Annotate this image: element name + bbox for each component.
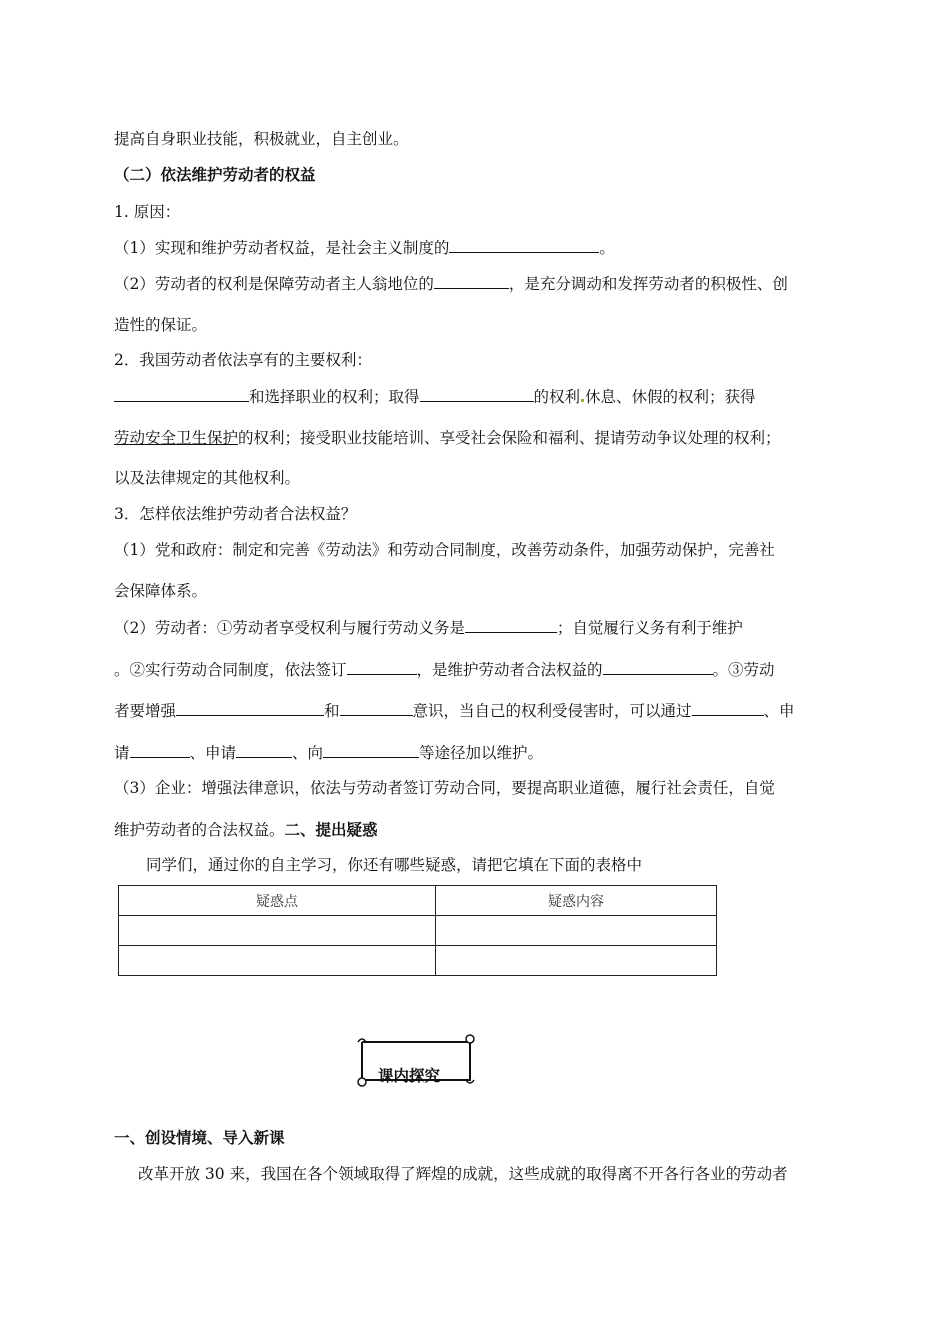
fill-blank[interactable] [449, 236, 599, 253]
reason-2 [114, 272, 788, 294]
rights-line [114, 385, 756, 407]
underlined-term: 劳动安全卫生保护 [114, 429, 239, 447]
text: 。②实行劳动合同制度，依法签订 [114, 661, 347, 679]
text-line: 会保障体系。 [114, 582, 208, 600]
scroll-banner [354, 1032, 480, 1088]
text: 的权利；接受职业技能培训、享受社会保险和福利、提请劳动争议处理的权利； [238, 429, 781, 447]
text-line: 改革开放 30 来，我国在各个领域取得了辉煌的成就，这些成就的取得离不开各行各业的劳动者 [138, 1165, 788, 1183]
subheading: 3．怎样依法维护劳动者合法权益？ [114, 505, 357, 523]
column-header: 疑惑点 [119, 886, 436, 916]
text: 、申 [763, 702, 795, 720]
text: 、向 [292, 744, 324, 762]
text: 等途径加以维护。 [419, 744, 544, 762]
text: 和 [324, 702, 340, 720]
text: ，是充分调动和发挥劳动者的积极性、创 [508, 275, 788, 293]
text-line: 同学们，通过你的自主学习，你还有哪些疑惑，请把它填在下面的表格中 [146, 856, 643, 874]
text: （1）党 [114, 541, 171, 559]
point-2-line-4 [114, 741, 543, 763]
point-2-line-3 [114, 699, 795, 721]
text: 翁地位的 [371, 275, 434, 293]
fill-blank[interactable] [603, 658, 713, 675]
stray-mark-icon [581, 399, 584, 402]
text-line: （3）企业：增强法律意识，依法与劳动者签订劳动合同，要提高职业道德，履行社会责任，自觉 [114, 779, 775, 797]
fill-blank[interactable] [420, 385, 534, 402]
text: （2）劳动者的权利是保障劳动者主人 [114, 275, 372, 293]
table-cell[interactable] [119, 946, 436, 976]
subheading: 2．我国劳动者依法享有的主要权利： [114, 351, 372, 369]
table-row [119, 946, 717, 976]
point-2-line-2 [114, 658, 775, 680]
doubt-table [118, 885, 717, 976]
text: 和政府：制定和完善《劳动法》和劳动合同制度，改善劳动条件，加强劳动保护，完善社 [170, 541, 775, 559]
fill-blank[interactable] [692, 699, 764, 716]
text: 、申请 [189, 744, 237, 762]
text: 意识，当自己的权利受侵害时，可以通过 [412, 702, 692, 720]
table-row [119, 916, 717, 946]
text: 休息、休假的权利；获得 [585, 388, 756, 406]
text: 请 [114, 744, 130, 762]
text-line: 提高自身职业技能，积极就业，自主创业。 [114, 130, 409, 148]
text-line: 造性的保证。 [114, 316, 208, 334]
fill-blank[interactable] [434, 272, 509, 289]
point-2 [114, 616, 743, 638]
text: 。 [599, 239, 615, 257]
text-line: 以及法律规定的其他权利。 [114, 469, 301, 487]
fill-blank[interactable] [340, 699, 413, 716]
text: 者要增强 [114, 702, 177, 720]
fill-blank[interactable] [176, 699, 324, 716]
text: 。③劳动 [712, 661, 775, 679]
section-heading: （二）依法维护劳动者的权益 [114, 165, 316, 184]
fill-blank[interactable] [130, 741, 190, 758]
table-header-row [119, 886, 717, 916]
scroll-label: 课内探究 [378, 1066, 441, 1085]
subheading: 1. 原因： [114, 203, 181, 221]
text: （2）劳动者：①劳动者享受权利与履行劳动义务是 [114, 619, 465, 637]
text: 的权利 [533, 388, 581, 406]
table-cell[interactable] [119, 916, 436, 946]
text: 和选择职业的权利；取得 [249, 388, 420, 406]
text: ，是维护劳动者合法权益的 [416, 661, 603, 679]
section-heading: 二、提出疑惑 [284, 820, 378, 839]
table-cell[interactable] [436, 916, 717, 946]
text: 维护劳动者的合法权益。 [114, 821, 285, 839]
point-1 [114, 538, 775, 560]
table-cell[interactable] [436, 946, 717, 976]
fill-blank[interactable] [114, 385, 249, 402]
section-heading: 一、创设情境、导入新课 [114, 1128, 285, 1147]
text: ；自觉履行义务有利于维护 [556, 619, 743, 637]
fill-blank[interactable] [236, 741, 292, 758]
point-3-line-2 [114, 818, 378, 840]
column-header: 疑惑内容 [436, 886, 717, 916]
text: （1）实现和维护劳动者权益，是社会主义制度的 [114, 239, 450, 257]
rights-line-2 [114, 426, 781, 448]
fill-blank[interactable] [323, 741, 419, 758]
reason-1 [114, 236, 615, 258]
fill-blank[interactable] [347, 658, 417, 675]
fill-blank[interactable] [465, 616, 557, 633]
